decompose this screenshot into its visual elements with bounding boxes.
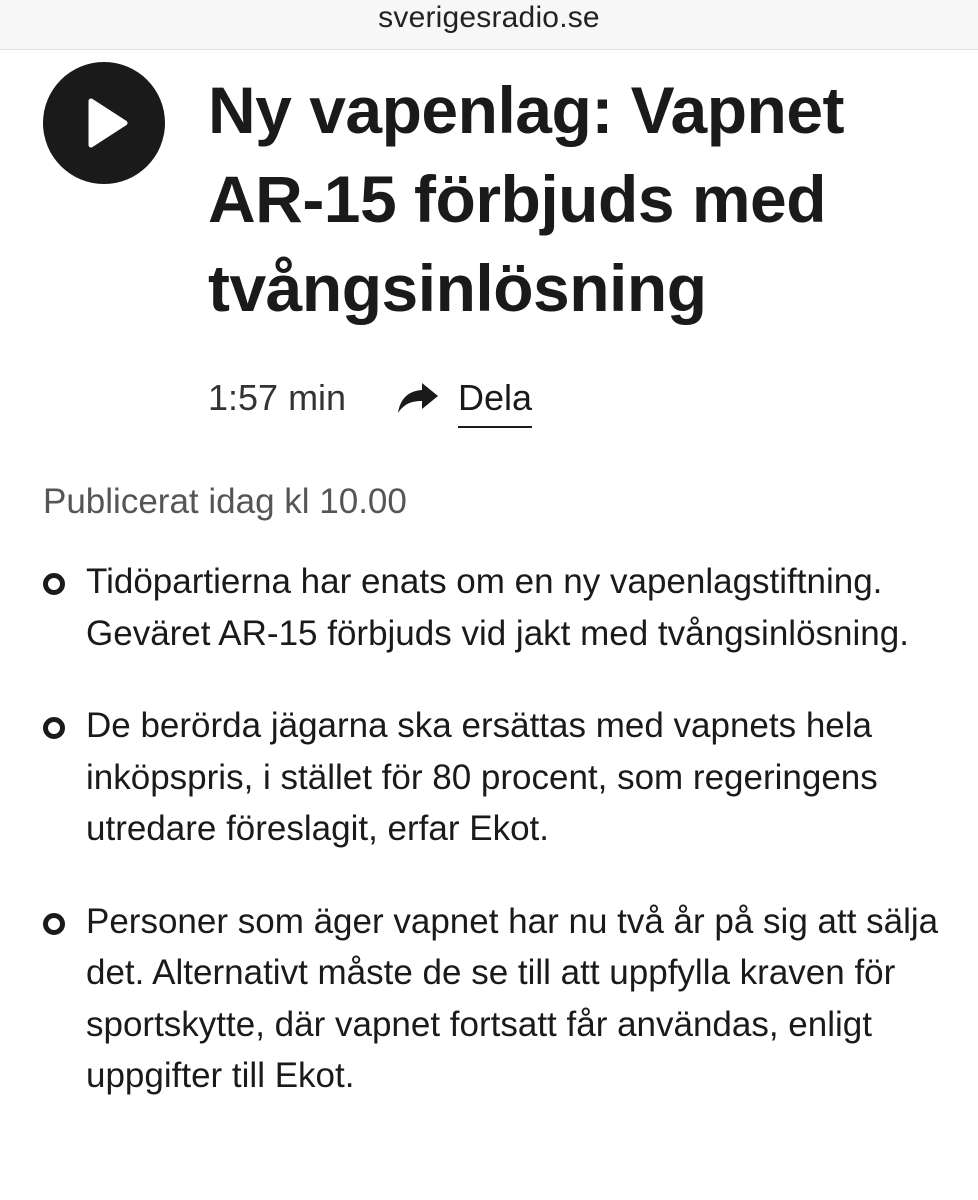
list-item	[43, 896, 943, 1102]
bullet-circle-icon	[43, 913, 65, 935]
list-item-text: De berörda jägarna ska ersättas med vapnets hela inköpspris, i stället för 80 procent, som regeringens utredare föreslagit, erfar Ekot.	[86, 706, 878, 848]
article-title: Ny vapenlag: Vapnet AR-15 förbjuds med tvångsinlösning	[208, 73, 845, 325]
article-meta	[208, 372, 708, 428]
play-button[interactable]	[43, 62, 165, 184]
address-url[interactable]: sverigesradio.se	[378, 1, 600, 34]
bullet-circle-icon	[43, 717, 65, 739]
share-button[interactable]	[396, 372, 546, 428]
browser-address-bar[interactable]	[0, 0, 978, 50]
play-icon	[43, 62, 165, 184]
share-label[interactable]: Dela	[458, 376, 532, 428]
bullet-circle-icon	[43, 573, 65, 595]
list-item	[43, 700, 943, 855]
article-summary-list	[43, 556, 943, 1143]
published-timestamp: Publicerat idag kl 10.00	[43, 482, 407, 521]
list-item	[43, 556, 943, 659]
list-item-text: Personer som äger vapnet har nu två år på sig att sälja det. Alternativt måste de se till att uppfylla kraven för sportskytte, där vapnet fortsatt får användas, enligt uppgifter till Ekot.	[86, 901, 939, 1095]
share-arrow-icon	[396, 380, 440, 416]
list-item-text: Tidöpartierna har enats om en ny vapenlagstiftning. Geväret AR-15 förbjuds vid jakt med tvångsinlösning.	[86, 562, 909, 653]
audio-duration: 1:57 min	[208, 377, 347, 418]
